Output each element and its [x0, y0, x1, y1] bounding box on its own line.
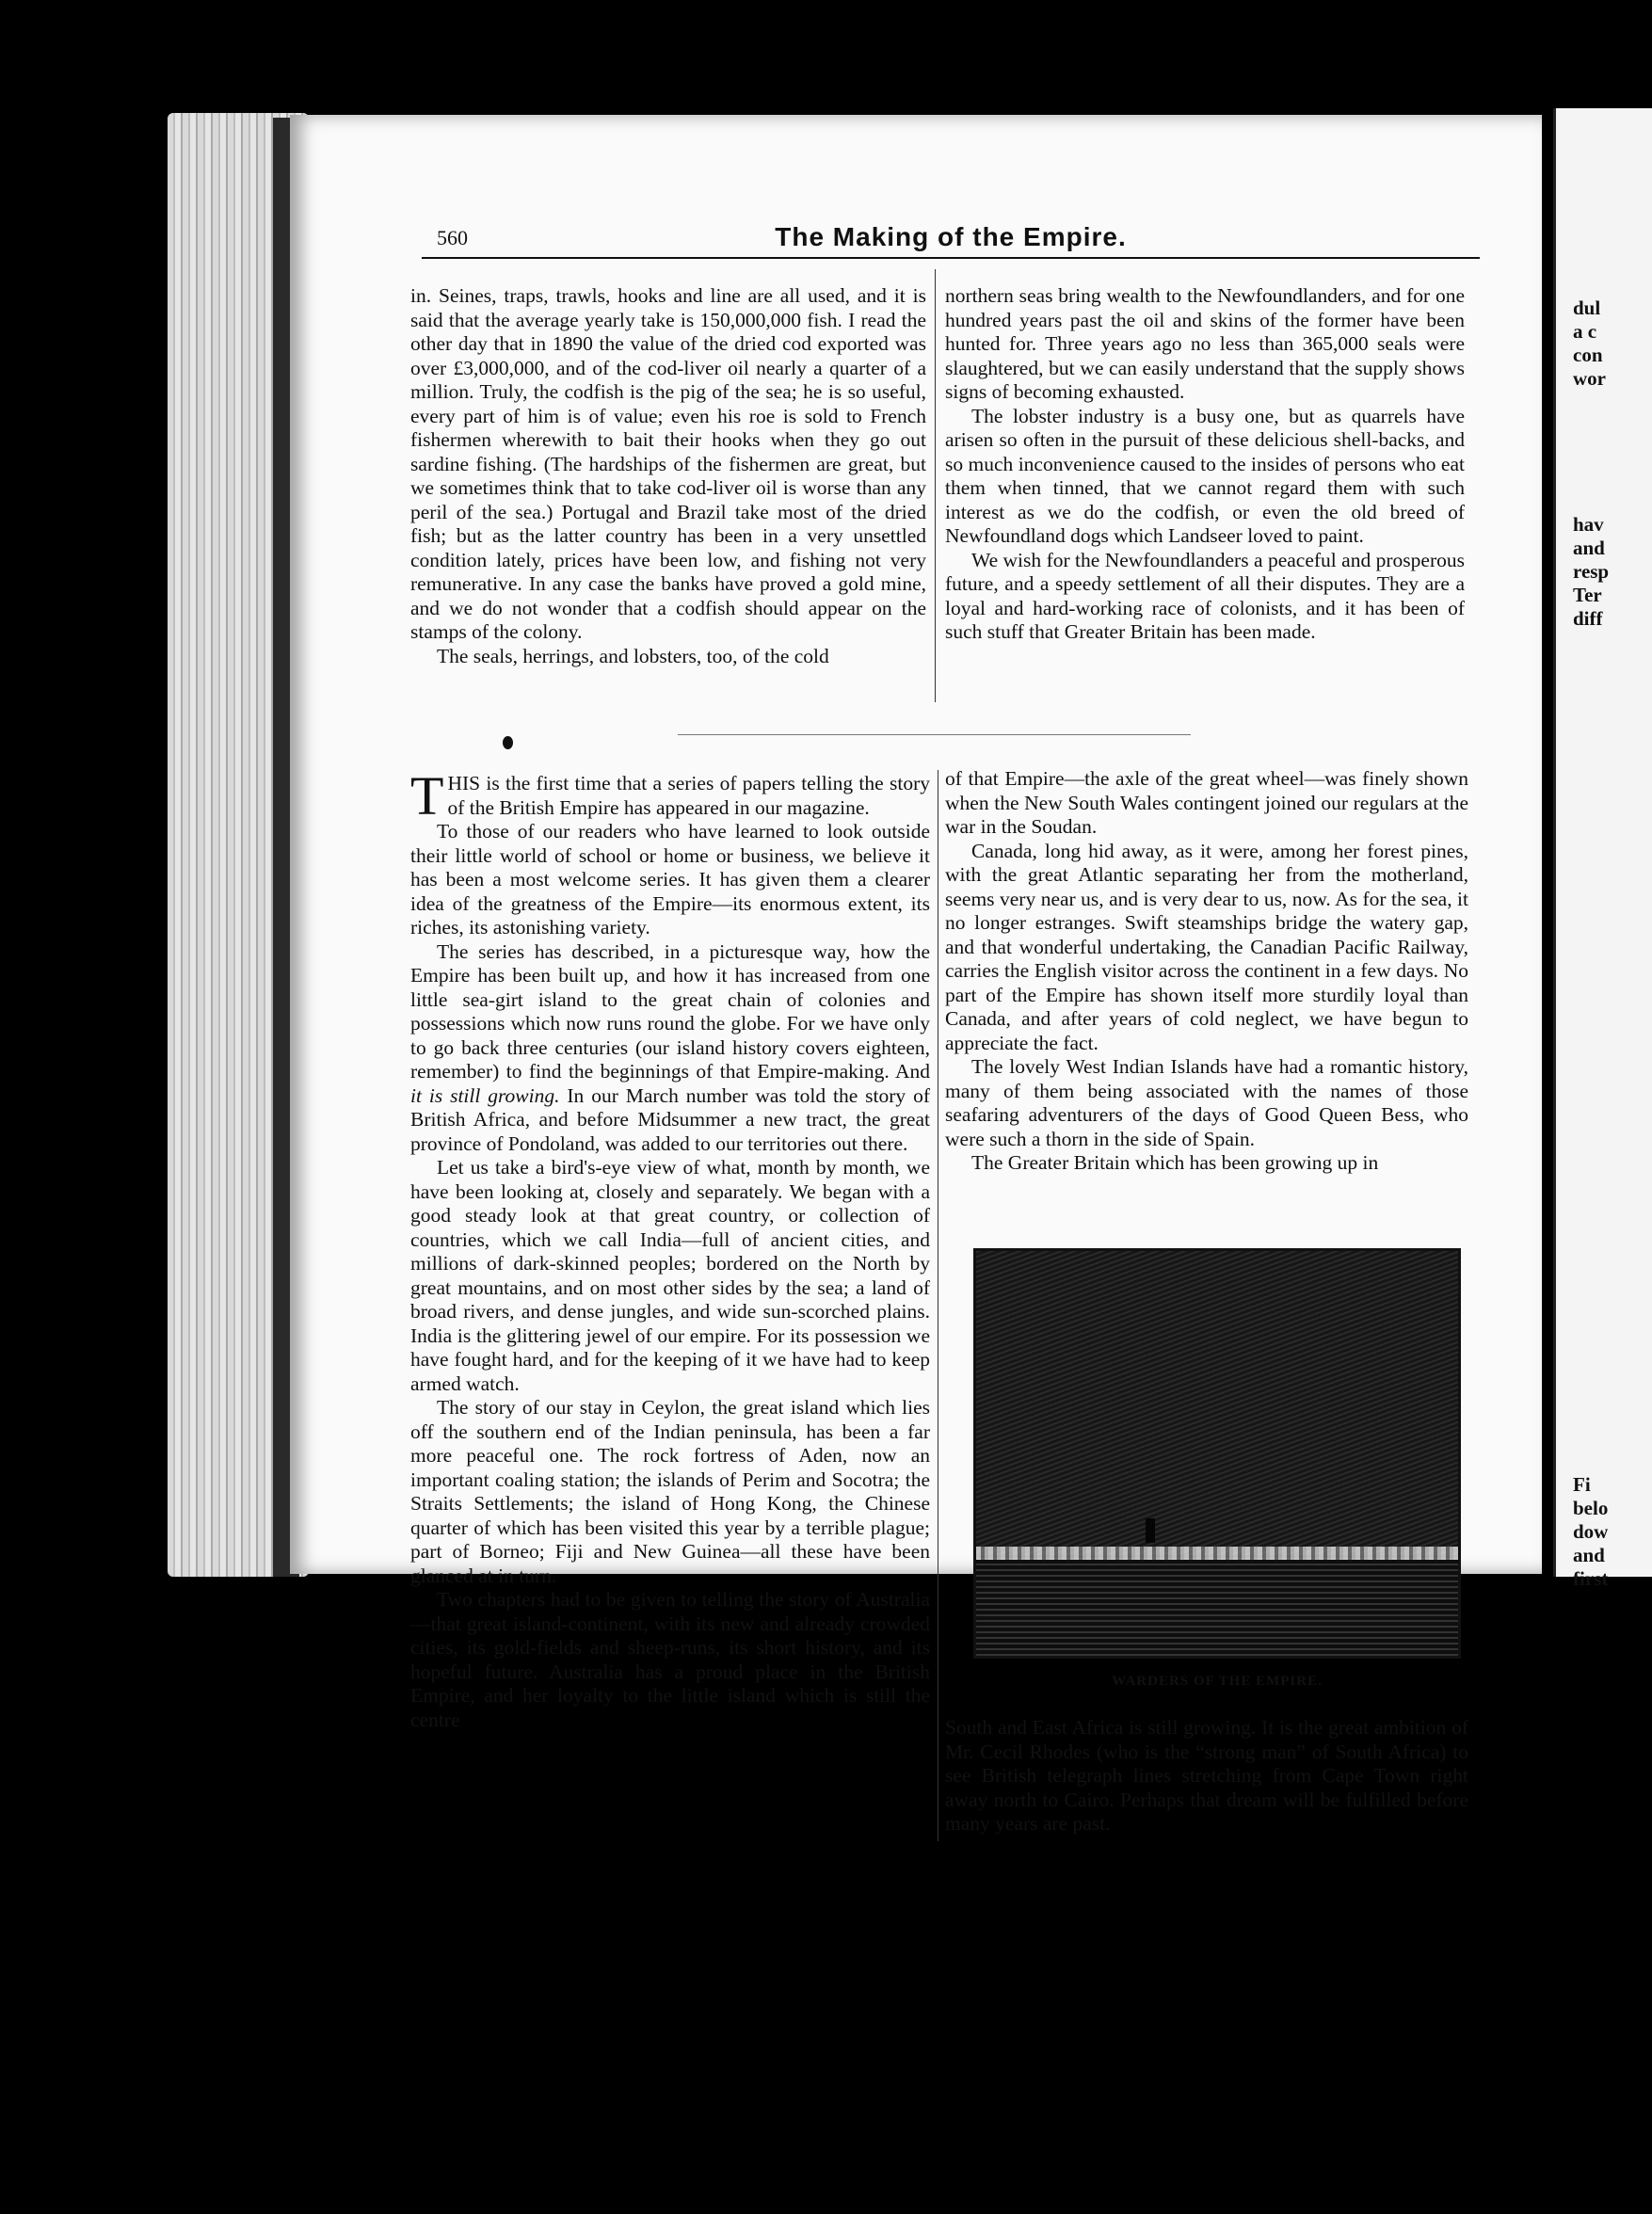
emphasis-text: it is still growing. — [410, 1083, 560, 1107]
fragment-text: wor — [1573, 367, 1606, 390]
paragraph-text: The series has described, in a picturesque way, how the Empire has been built up, and how it has increased from one little sea-girt island to the great chain of colonies and possessions which now runs round the globe. For we have only to go back three centuries (our island history covers eighteen, remember) to find the beginnings of that Empire-making. And — [410, 939, 930, 1083]
fragment-text: Fi — [1573, 1473, 1591, 1496]
paragraph-text: HIS is the first time that a series of papers telling the story of the British Empire has appeared in our magazine. — [447, 772, 930, 819]
column-top-right — [945, 284, 1465, 645]
fragment-text: dul — [1573, 297, 1601, 319]
column-bottom-right — [945, 767, 1468, 1176]
paragraph: The lovely West Indian Islands have had a romantic history, many of them being associated with the names of those seafaring adventurers of the days of Good Queen Bess, who were such a thorn in the side of Spain. — [945, 1055, 1468, 1150]
paragraph: Let us take a bird's-eye view of what, month by month, we have been looking at, closely and separately. We began with a good steady look at that great country, or collection of countries, which we call India—full of ancient cities, and millions of dark-skinned peoples; bordered on the North by great mountains, and on most other sides by the sea; a land of broad rivers, and dense jungles, and wide sun-scorched plains. India is the glittering jewel of our empire. For its possession we have fought hard, and for the keeping of it we have had to keep armed watch. — [410, 1156, 930, 1395]
section-rule — [678, 734, 1191, 735]
fragment-text: Ter — [1573, 584, 1602, 606]
paragraph: The story of our stay in Ceylon, the great island which lies off the southern end of the Indian peninsula, has been a far more peaceful one. The rock fortress of Aden, now an important coaling station; the islands of Perim and Socotra; the Straits Settlements; the island of Hong Kong, the Chinese quarter of which has been visited this year by a terrible plague; part of Borneo; Fiji and New Guinea—all these have been glanced at in turn. — [410, 1396, 930, 1587]
paragraph: Two chapters had to be given to telling the story of Australia—that great island-continent, with its new and already crowded cities, its gold-fields and sheep-runs, its short history, and its hopeful future. Australia has a proud place in the British Empire, and her loyalty to the little island which is still the centre — [410, 1588, 930, 1731]
column-top-left — [410, 284, 926, 668]
paragraph: in. Seines, traps, trawls, hooks and line are all used, and it is said that the average yearly take is 150,000,000 fish. I read the other day that in 1890 the value of the dried cod exported was over £3,000,000, and of the cod-liver oil nearly a quarter of a million. Truly, the codfish is the pig of the sea; he is so useful, every part of him is of value; even his roe is sold to French fishermen wherewith to bait their hooks when they go out sardine fishing. (The hardships of the fishermen are great, but we sometimes think that to take cod-liver oil is worse than any peril of the sea.) Portugal and Brazil take most of the dried fish; but as the latter country has been in a very unsettled condition lately, prices have been low, and fishing not very remunerative. In any case the banks have proved a gold mine, and we do not wonder that a codfish should appear on the stamps of the colony. — [410, 284, 926, 643]
illustration-foam — [976, 1547, 1458, 1560]
fragment-text: and — [1573, 1544, 1605, 1566]
paragraph: To those of our readers who have learned to look outside their little world of school or home or business, we believe it has been a most welcome series. It has given them a clearer idea of the greatness of the Empire—its enormous extent, its riches, its astonishing variety. — [410, 820, 930, 939]
page-title: The Making of the Empire. — [775, 222, 1127, 251]
ornament-dot — [503, 736, 513, 749]
fragment-text: and — [1573, 537, 1605, 559]
column-bottom-left — [410, 765, 930, 1732]
fragment-text: dow — [1573, 1520, 1609, 1543]
paragraph: The seals, herrings, and lobsters, too, of the cold — [437, 644, 829, 667]
ship-silhouette — [1146, 1518, 1155, 1543]
paragraph: We wish for the Newfoundlanders a peaceful and prosperous future, and a speedy settlement of all their disputes. They are a loyal and hard-working race of colonists, and it has been of such stuff that Greater Britain has been made. — [945, 548, 1465, 643]
facing-page-fragment — [1553, 108, 1652, 1590]
paragraph: Canada, long hid away, as it were, among her forest pines, with the great Atlantic separating her from the motherland, seems very near us, and is very dear to us, now. As for the sea, it no longer estranges. Swift steamships bridge the watery gap, and that wonderful undertaking, the Canadian Pacific Railway, carries the English visitor across the continent in a few days. No part of the Empire has shown itself more sturdily loyal than Canada, and after years of cold neglect, we have begun to appreciate the fact. — [945, 839, 1468, 1054]
fragment-text: a c — [1573, 320, 1597, 343]
fragment-text: con — [1573, 344, 1603, 366]
illustration-sky — [976, 1251, 1458, 1555]
fragment-text: hav — [1573, 513, 1604, 536]
column-bottom-right-continued — [945, 1716, 1468, 1837]
page-number: 560 — [437, 226, 468, 249]
paragraph: northern seas bring wealth to the Newfoundlanders, and for one hundred years past the oil and skins of the former have been hunted for. Three years ago no less than 365,000 seals were slaughtered, but we can easily understand that the supply shows signs of becoming exhausted. — [945, 284, 1465, 403]
illustration-caption: WARDERS OF THE EMPIRE. — [1112, 1674, 1323, 1689]
fragment-text: diff — [1573, 607, 1603, 630]
illustration-sea — [976, 1555, 1458, 1657]
running-head — [422, 222, 1480, 254]
paragraph: of that Empire—the axle of the great wheel—was finely shown when the New South Wales contingent joined our regulars at the war in the Soudan. — [945, 767, 1468, 838]
paragraph: The lobster industry is a busy one, but as quarrels have arisen so often in the pursuit of these delicious shell-backs, and so much inconvenience caused to the insides of persons who eat them when tinned, that we cannot regard them with such interest as we do the codfish, or even the old breed of Newfoundland dogs which Landseer loved to paint. — [945, 404, 1465, 547]
paragraph — [410, 940, 930, 1157]
header-rule — [422, 257, 1480, 259]
fragment-text: belo — [1573, 1497, 1609, 1519]
paragraph — [410, 765, 930, 826]
paragraph-text: In our March number was told the story of British Africa, and before Midsummer a new tract, the great province of Pondoland, was added to our territories out there. — [410, 1083, 930, 1155]
drop-cap: T — [410, 765, 444, 826]
fragment-text: resp — [1573, 560, 1610, 583]
illustration-sea-ships — [973, 1248, 1461, 1659]
fragment-text: first — [1573, 1567, 1609, 1590]
column-divider — [935, 269, 936, 702]
paragraph: The Greater Britain which has been growing up in — [971, 1151, 1379, 1174]
paragraph: South and East Africa is still growing. It is the great ambition of Mr. Cecil Rhodes (who is the “strong man” of South Africa) to see British telegraph lines stretching from Cape Town right away north to Cairo. Perhaps that dream will be fulfilled before many years are past. — [945, 1716, 1468, 1835]
